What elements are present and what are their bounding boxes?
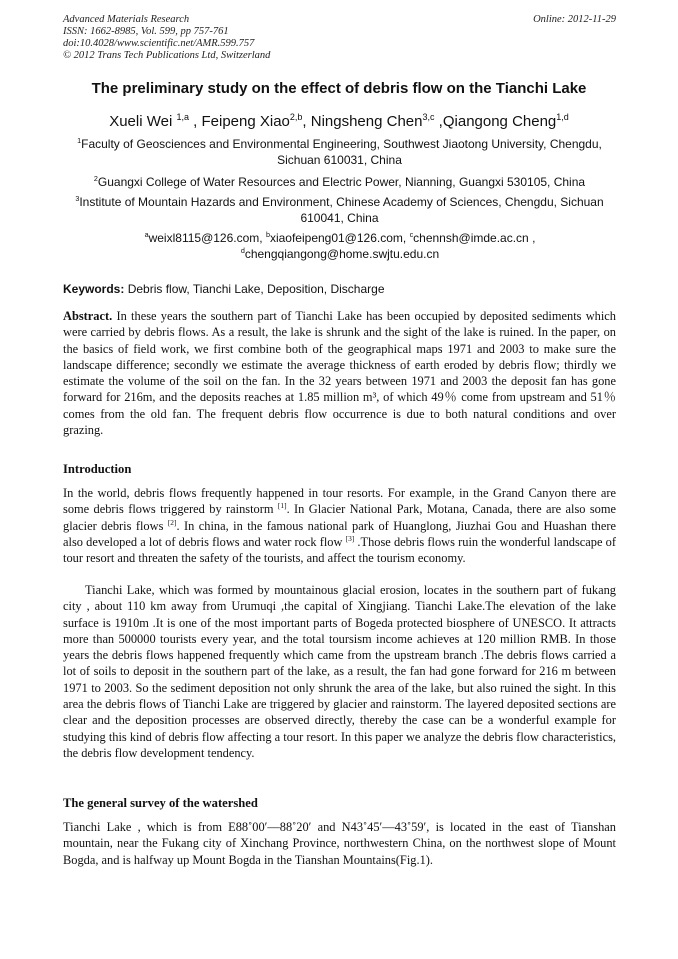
email-c[interactable]: chennsh@imde.ac.cn , bbox=[413, 231, 536, 245]
affiliation-sup: 1 bbox=[77, 136, 82, 145]
survey-paragraph-1: Tianchi Lake , which is from E88˚00′—88˚20′ and N43˚45′—43˚59′, is located in the east of Tianshan mountain, near the Fukang city of Xinchang Province, northwestern China, on the northwest slope of Mount Bogda, and is halfway up Mount Bogda in the Tianshan Mountains(Fig.1). bbox=[63, 820, 616, 867]
affiliation-sup: 3 bbox=[75, 194, 80, 203]
citation[interactable]: [3] bbox=[345, 533, 355, 543]
introduction-paragraph-1 bbox=[63, 485, 616, 566]
intro-text: In the world, debris flows frequently happened in tour resorts. For example, in the Grand Canyon there are some debris flows triggered by rainstorm bbox=[63, 486, 616, 517]
email-sup: a bbox=[144, 230, 149, 239]
email-sup: d bbox=[240, 246, 245, 255]
issn-line: ISSN: 1662-8985, Vol. 599, pp 757-761 bbox=[63, 26, 229, 37]
author-sup: 3,c bbox=[422, 112, 435, 122]
affiliation-3 bbox=[63, 194, 616, 226]
email-b[interactable]: xiaofeipeng01@126.com, bbox=[269, 231, 410, 245]
doi-line: doi:10.4028/www.scientific.net/AMR.599.757 bbox=[63, 38, 255, 49]
affiliation-text: Institute of Mountain Hazards and Environment, Chinese Academy of Sciences, Chengdu, Sichuan 610041, China bbox=[79, 195, 604, 225]
affiliation-sup: 2 bbox=[93, 174, 98, 183]
author-name: , Ningsheng Chen bbox=[302, 113, 423, 130]
affiliation-2 bbox=[63, 174, 616, 190]
copyright-line: © 2012 Trans Tech Publications Ltd, Switzerland bbox=[63, 50, 271, 61]
citation[interactable]: [2] bbox=[167, 517, 177, 527]
email-a[interactable]: weixl8115@126.com, bbox=[148, 231, 266, 245]
author-list bbox=[40, 113, 638, 130]
author-sup: 2,b bbox=[289, 112, 303, 122]
email-sup: c bbox=[409, 230, 414, 239]
email-list bbox=[120, 230, 560, 262]
citation[interactable]: [1] bbox=[277, 501, 287, 511]
email-sup: b bbox=[265, 230, 270, 239]
abstract-label: Abstract. bbox=[63, 309, 113, 323]
intro-text: . In Glacier National Park, Motana, Canada, there are also some glacier debris flows bbox=[63, 502, 617, 533]
journal-name: Advanced Materials Research bbox=[63, 14, 190, 25]
keywords-label: Keywords: bbox=[63, 282, 125, 296]
author-sup: 1,d bbox=[556, 112, 569, 122]
email-d[interactable]: chengqiangong@home.swjtu.edu.cn bbox=[244, 247, 440, 261]
author-name: , Feipeng Xiao bbox=[188, 113, 290, 130]
abstract-text: In these years the southern part of Tianchi Lake has been occupied by deposited sediments which were carried by debris flows. As a result, the lake is shrunk and the sight of the lake is ruined. In the paper, on the basics of field work, we first combine both of the geographical maps 1971 and 2003 to make sure the landscape difference; secondly we estimate the average thickness of earth eroded by debris flow; thirdly we estimate the volume of the soil on the fan. In the 32 years between 1971 and 2003 the deposit fan has gone forward for 216m, and the deposits reaches at 1.85 million m³, of which 49％ come from upstream and 51％ comes from the old fan. The frequent debris flow occurrence is due to both natural conditions and over grazing. bbox=[63, 309, 616, 438]
intro-text: .Those debris flows ruin the wonderful landscape of tour resort and threaten the safety of the tourists, and affect the tourism economy. bbox=[63, 534, 616, 566]
author-sup: 1,a bbox=[176, 112, 189, 122]
paper-title: The preliminary study on the effect of debris flow on the Tianchi Lake bbox=[91, 80, 587, 97]
abstract bbox=[63, 308, 616, 438]
online-date: Online: 2012-11-29 bbox=[533, 14, 616, 25]
affiliation-text: Guangxi College of Water Resources and Electric Power, Nianning, Guangxi 530105, China bbox=[97, 175, 586, 189]
author-name: Xueli Wei bbox=[109, 113, 177, 130]
journal-header bbox=[63, 14, 616, 62]
affiliation-text: Faculty of Geosciences and Environmental Engineering, Southwest Jiaotong University, Chengdu, Sichuan 610031, China bbox=[81, 137, 602, 167]
introduction-heading: Introduction bbox=[63, 462, 132, 476]
survey-heading: The general survey of the watershed bbox=[63, 796, 258, 810]
intro-text: . In china, in the famous national park of Huanglong, Jiuzhai Gou and Huashan there also developed a lot of debris flows and water rock flow bbox=[63, 518, 616, 549]
introduction-paragraph-2: Tianchi Lake, which was formed by mountainous glacial erosion, locates in the southern part of fukang city , about 110 km away from Urumuqi ,the capital of Xingjiang. Tianchi Lake.The elevation of the lake surface is 1910m .It is one of the most important parts of Bogeda protected biosphere of UNESCO. It attracts more than 500000 tourists every year, and the total toursism income achieves at 120 million RMB. In those years the debris flows happened frequently which came from the upstream branch .The debris flows carried a lot of soils to deposit in the southern part of the lake, as a result, the fan had gone forward for 216 m between 1971 to 2003. So the sediment deposition not only shrunk the area of the lake, but also ruined the sight. In this area the debris flows of Tianchi Lake are triggered by glacier and rainstorm. The layered deposited sections are clear and the deposition processes are observed directly, thereby the case can be a wonderful example for studying this kind of debris flow affecting a tour resort. In this paper we analyze the debris flow characteristics, the debris flow development tendency. bbox=[63, 583, 616, 760]
keywords bbox=[63, 282, 616, 296]
affiliation-1 bbox=[63, 136, 616, 168]
keywords-text: Debris flow, Tianchi Lake, Deposition, Discharge bbox=[124, 282, 385, 296]
author-name: ,Qiangong Cheng bbox=[434, 113, 557, 130]
